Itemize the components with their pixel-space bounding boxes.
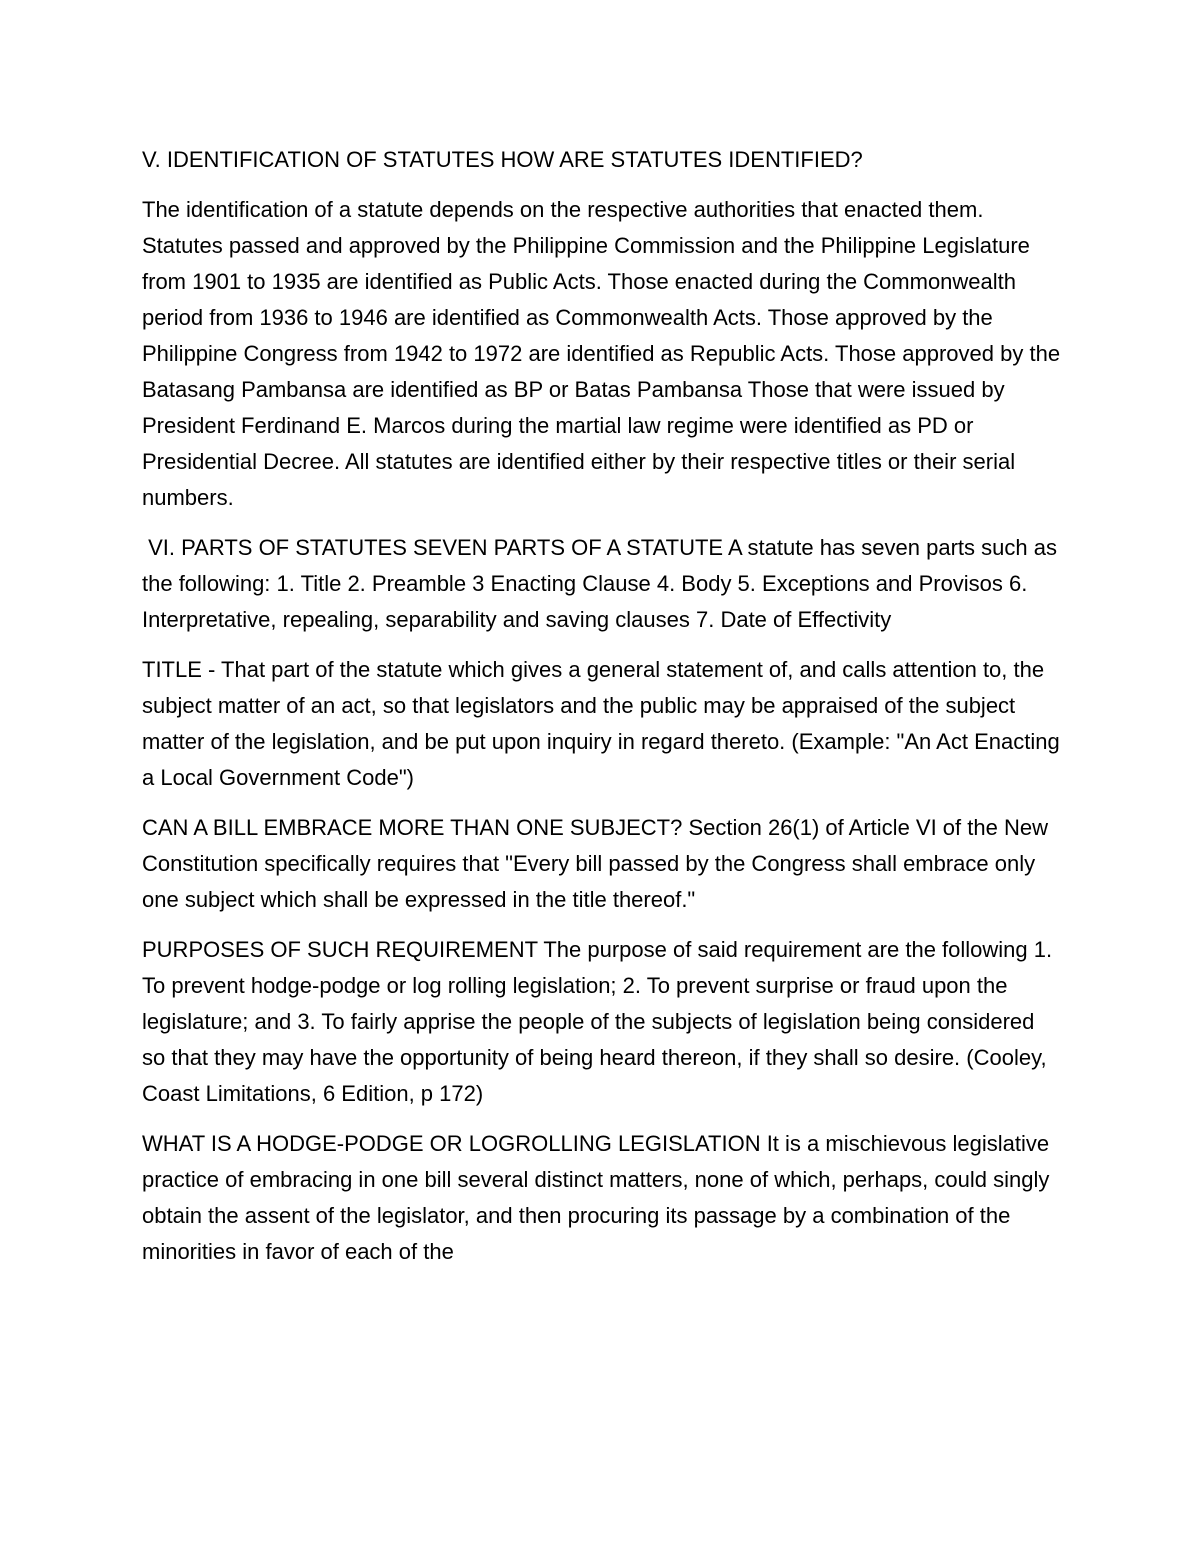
paragraph-purposes: PURPOSES OF SUCH REQUIREMENT The purpose of said requirement are the following 1. To prevent hodge-podge or log rolling legislation; 2. To prevent surprise or fraud upon the legislature; and 3. To fairly apprise the people of the subjects of legislation being considered so that they may have the opportunity of being heard thereon, if they shall so desire. (Cooley, Coast Limitations, 6 Edition, p 172) [142, 937, 1053, 1106]
paragraph-title: TITLE - That part of the statute which gives a general statement of, and calls attention to, the subject matter of an act, so that legislators and the public may be appraised of the subject matter of the legislation, and be put upon inquiry in regard thereto. (Example: "An Act Enacting a Local Government Code") [142, 657, 1060, 790]
paragraph-one-subject: CAN A BILL EMBRACE MORE THAN ONE SUBJECT? Section 26(1) of Article VI of the New Constitution specifically requires that "Every bill passed by the Congress shall embrace only one subject which shall be expressed in the title thereof." [142, 815, 1048, 912]
document-body [142, 142, 1062, 1284]
paragraph-hodge-podge: WHAT IS A HODGE-PODGE OR LOGROLLING LEGISLATION It is a mischievous legislative practice of embracing in one bill several distinct matters, none of which, perhaps, could singly obtain the assent of the legislator, and then procuring its passage by a combination of the minorities in favor of each of the [142, 1131, 1050, 1264]
paragraph-parts-of-statutes: VI. PARTS OF STATUTES SEVEN PARTS OF A STATUTE A statute has seven parts such as the following: 1. Title 2. Preamble 3 Enacting Clause 4. Body 5. Exceptions and Provisos 6. Interpretative, repealing, separability and saving clauses 7. Date of Effectivity [142, 535, 1064, 632]
paragraph-identification: The identification of a statute depends on the respective authorities that enacted them. Statutes passed and approved by the Philippine Commission and the Philippine Legislature from 1901 to 1935 are identified as Public Acts. Those enacted during the Commonwealth period from 1936 to 1946 are identified as Commonwealth Acts. Those approved by the Philippine Congress from 1942 to 1972 are identified as Republic Acts. Those approved by the Batasang Pambansa are identified as BP or Batas Pambansa Those that were issued by President Ferdinand E. Marcos during the martial law regime were identified as PD or Presidential Decree. All statutes are identified either by their respective titles or their serial numbers. [142, 197, 1061, 510]
section-heading-identification: V. IDENTIFICATION OF STATUTES HOW ARE STATUTES IDENTIFIED? [142, 147, 863, 172]
